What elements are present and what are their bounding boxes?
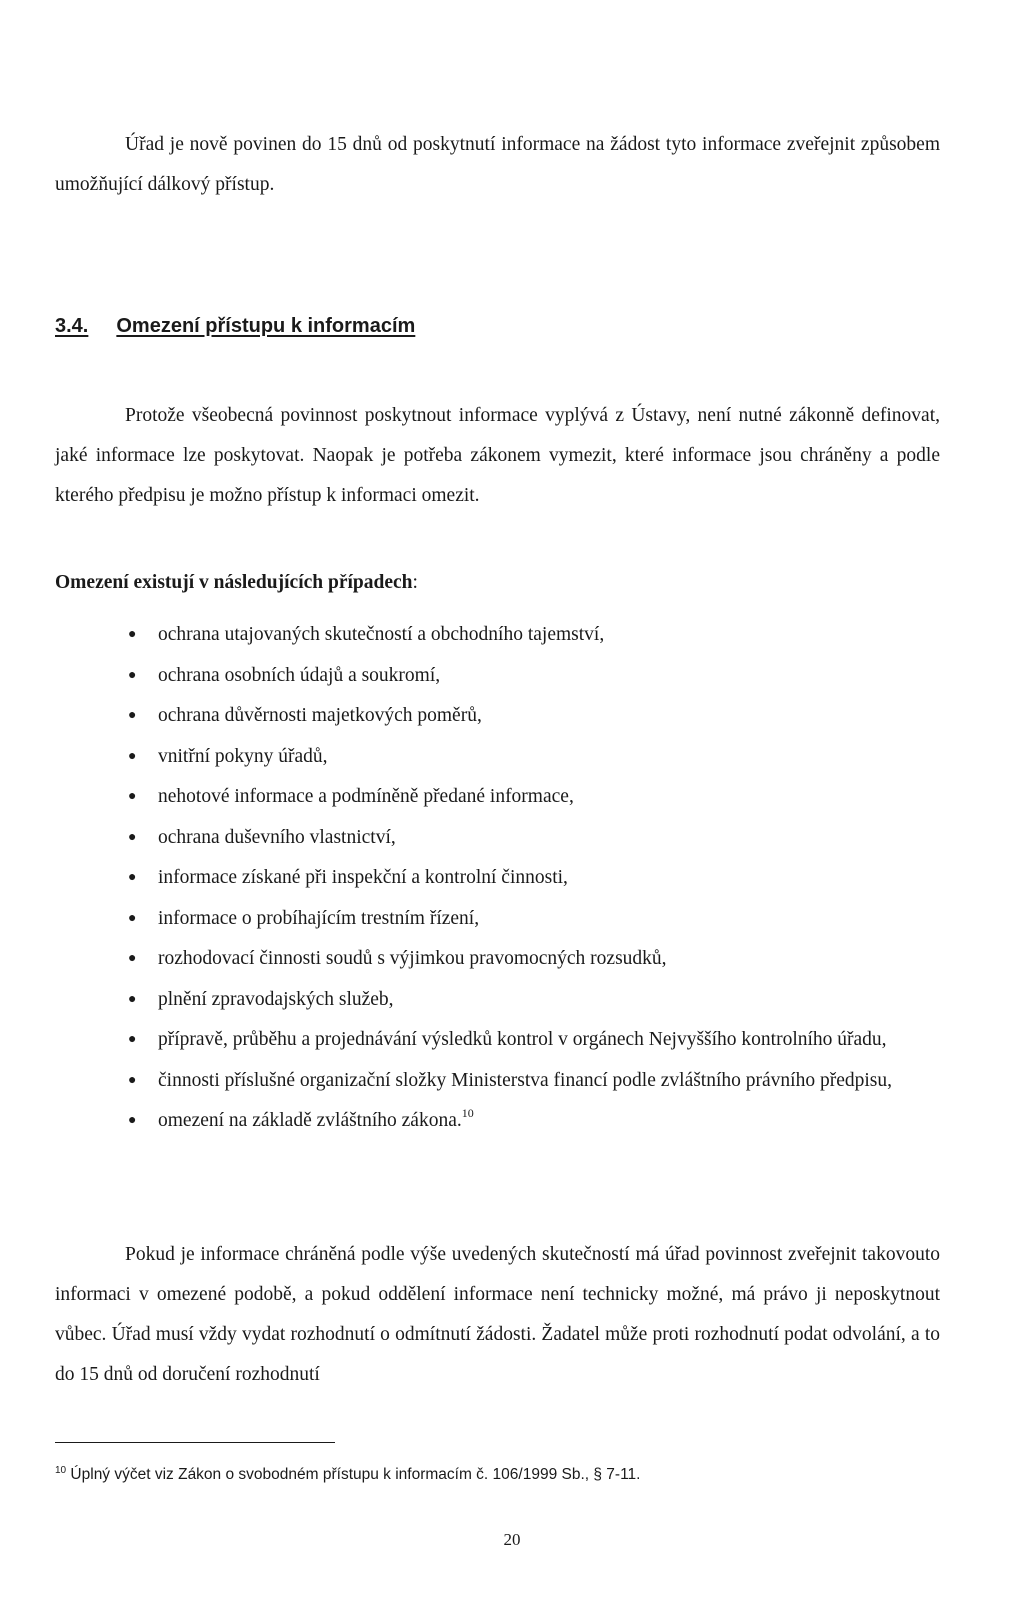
paragraph-2: Pokud je informace chráněná podle výše uvedených skutečností má úřad povinnost zveřejnit takovouto informaci v omezené podobě, a pokud oddělení informace není technicky možné, má právo ji neposkytnout vůbec. Úřad musí vždy vydat rozhodnutí o odmítnutí žádosti. Žadatel může proti rozhodnutí podat odvolání, a to do 15 dnů od doručení rozhodnutí	[55, 1244, 940, 1385]
bullet-icon: ●	[128, 748, 137, 764]
section-number: 3.4.	[55, 315, 89, 337]
bullet-icon: ●	[128, 829, 137, 845]
bullet-icon: ●	[128, 951, 137, 966]
bullet-icon: ●	[128, 667, 137, 683]
list-item	[55, 1101, 940, 1142]
list-item	[55, 615, 940, 656]
list-item	[55, 980, 940, 1021]
list-item	[55, 818, 940, 859]
list-item-text: rozhodovací činnosti soudů s výjimkou pravomocných rozsudků,	[158, 948, 667, 969]
bullet-icon: ●	[128, 910, 137, 926]
bullet-icon: ●	[128, 1072, 137, 1088]
section-title: Omezení přístupu k informacím	[116, 315, 416, 337]
bullet-icon: ●	[128, 1113, 137, 1128]
intro-paragraph: Úřad je nově povinen do 15 dnů od poskytnutí informace na žádost tyto informace zveřejnit způsobem umožňující dálkový přístup.	[55, 134, 940, 195]
bullet-icon: ●	[128, 991, 137, 1007]
bullet-icon: ●	[128, 627, 137, 642]
section-heading	[55, 315, 415, 338]
list-item	[55, 1061, 940, 1102]
bullet-icon: ●	[128, 870, 137, 885]
restrictions-intro	[55, 572, 418, 594]
footnote-reference: 10	[461, 1106, 474, 1120]
list-item-text: přípravě, průběhu a projednávání výsledků kontrol v orgánech Nejvyššího kontrolního úřadu,	[158, 1029, 887, 1050]
footnote-marker: 10	[55, 1465, 67, 1476]
list-item-text: ochrana důvěrnosti majetkových poměrů,	[158, 705, 482, 726]
list-item	[55, 939, 940, 980]
restrictions-list	[55, 615, 940, 1142]
list-item-text: ochrana duševního vlastnictví,	[158, 826, 396, 848]
list-item	[55, 656, 940, 697]
list-item	[55, 858, 940, 899]
list-item-text: ochrana osobních údajů a soukromí,	[158, 664, 441, 686]
list-item-text: informace o probíhajícím trestním řízení,	[158, 907, 480, 929]
bullet-icon: ●	[128, 708, 137, 723]
restrictions-intro-text: Omezení existují v následujících případech	[55, 572, 413, 593]
list-item	[55, 737, 940, 778]
list-item	[55, 696, 940, 737]
bullet-icon: ●	[128, 789, 137, 804]
footnote-text: Úplný výčet viz Zákon o svobodném přístupu k informacím č. 106/1999 Sb., § 7-11.	[66, 1466, 641, 1483]
list-item-text: vnitřní pokyny úřadů,	[158, 745, 328, 767]
bullet-icon: ●	[128, 1032, 137, 1047]
list-item	[55, 777, 940, 818]
list-item-text: ochrana utajovaných skutečností a obchodního tajemství,	[158, 624, 605, 645]
list-item	[55, 899, 940, 940]
list-item-text: omezení na základě zvláštního zákona.	[158, 1110, 462, 1131]
list-item-text: nehotové informace a podmíněně předané informace,	[158, 786, 574, 807]
list-item	[55, 1020, 940, 1061]
list-item-text: plnění zpravodajských služeb,	[158, 988, 394, 1010]
footnote	[55, 1466, 640, 1484]
page-number: 20	[503, 1530, 521, 1549]
list-item-text: informace získané při inspekční a kontrolní činnosti,	[158, 867, 568, 888]
footnote-divider	[55, 1442, 335, 1443]
paragraph-1: Protože všeobecná povinnost poskytnout informace vyplývá z Ústavy, není nutné zákonně definovat, jaké informace lze poskytovat. Naopak je potřeba zákonem vymezit, které informace jsou chráněny a podle kterého předpisu je možno přístup k informaci omezit.	[55, 405, 940, 506]
restrictions-intro-colon: :	[412, 572, 418, 593]
list-item-text: činnosti příslušné organizační složky Ministerstva financí podle zvláštního právního předpisu,	[158, 1069, 892, 1091]
